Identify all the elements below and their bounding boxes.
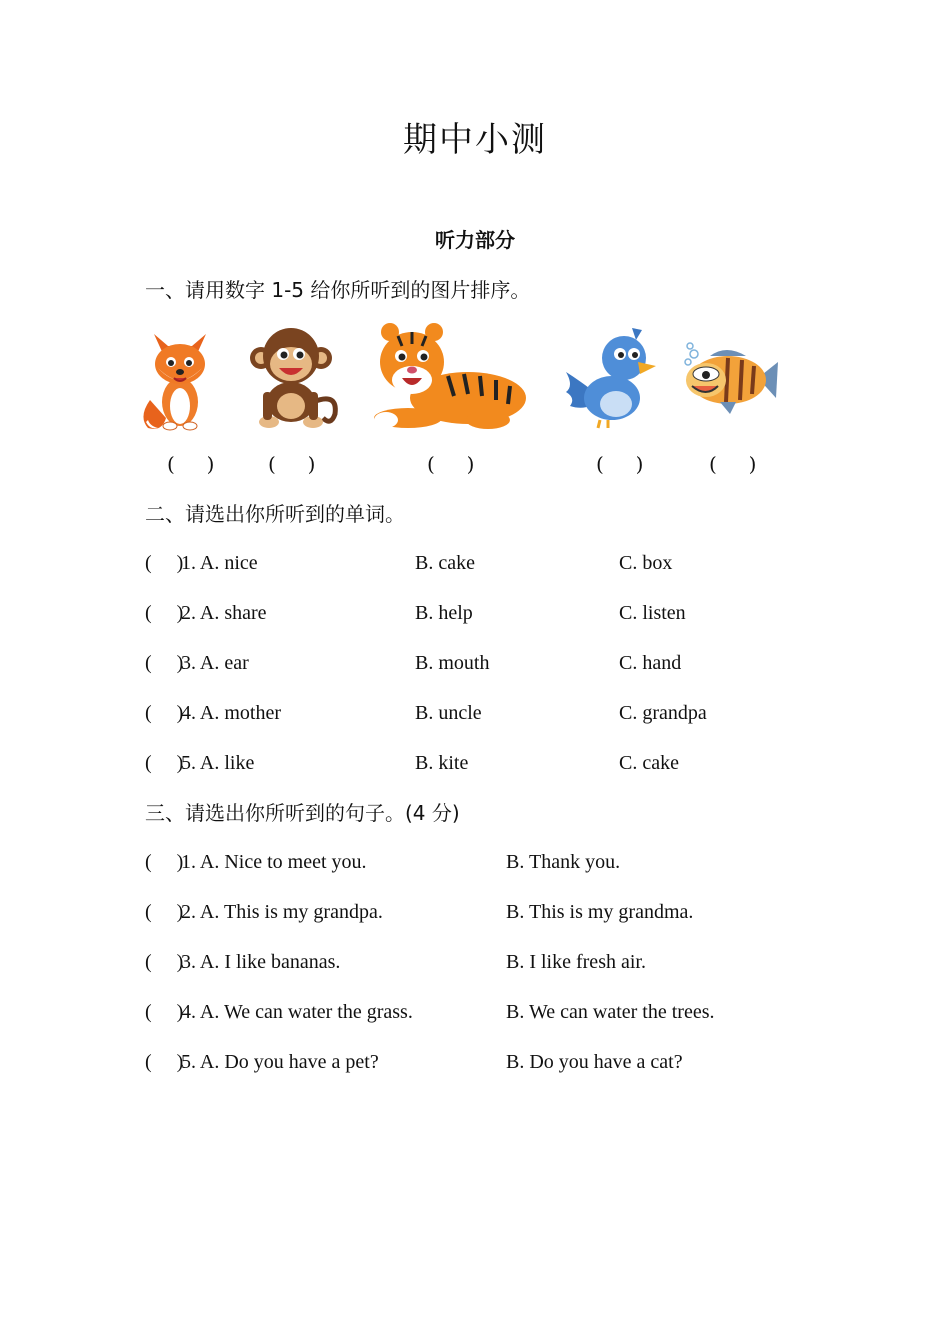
fox-icon [140,322,215,432]
option-c: C. hand [619,652,682,674]
answer-blank[interactable]: ( ) [167,452,215,476]
answer-blank[interactable]: ( ) [427,452,475,476]
option-a: 3. A. I like bananas. [181,951,341,973]
answer-blank[interactable]: ( ) [145,652,184,674]
option-a: 2. A. This is my grandpa. [181,901,383,923]
option-b: B. Thank you. [506,851,621,873]
answer-blank[interactable]: ( ) [145,1001,184,1023]
option-b: B. kite [415,752,469,774]
section2-heading: 二、请选出你所听到的单词。 [145,502,405,526]
option-b: B. We can water the trees. [506,1001,715,1023]
page-title: 期中小测 [403,120,547,160]
option-a: 5. A. Do you have a pet? [181,1051,379,1073]
answer-blank[interactable]: ( ) [145,1051,184,1073]
answer-blank[interactable]: ( ) [596,452,644,476]
option-b: B. mouth [415,652,490,674]
bird-icon [562,322,658,432]
option-b: B. uncle [415,702,482,724]
section1-heading: 一、请用数字 1-5 给你所听到的图片排序。 [145,278,531,302]
option-b: B. This is my grandma. [506,901,694,923]
question-row [145,752,845,782]
option-c: C. grandpa [619,702,707,724]
option-c: C. cake [619,752,679,774]
answer-blank[interactable]: ( ) [145,951,184,973]
answer-blank[interactable]: ( ) [709,452,757,476]
option-b: B. I like fresh air. [506,951,646,973]
answer-blank[interactable]: ( ) [145,552,184,574]
fish-icon [680,322,780,432]
option-a: 2. A. share [181,602,267,624]
option-c: C. listen [619,602,686,624]
option-a: 1. A. Nice to meet you. [181,851,367,873]
option-a: 3. A. ear [181,652,249,674]
question-row [145,652,845,682]
tiger-icon [368,322,531,432]
option-b: B. help [415,602,473,624]
answer-blank[interactable]: ( ) [145,851,184,873]
question-row [145,602,845,632]
option-b: B. Do you have a cat? [506,1051,683,1073]
option-b: B. cake [415,552,475,574]
answer-blank[interactable]: ( ) [268,452,316,476]
answer-blank[interactable]: ( ) [145,702,184,724]
monkey-icon [243,322,341,432]
answer-blank[interactable]: ( ) [145,752,184,774]
question-row [145,901,845,931]
option-a: 5. A. like [181,752,255,774]
question-row [145,1051,845,1081]
question-row [145,951,845,981]
section3-heading: 三、请选出你所听到的句子。(4 分) [145,801,460,825]
question-row [145,851,845,881]
option-a: 1. A. nice [181,552,258,574]
question-row [145,552,845,582]
section-subtitle: 听力部分 [435,228,515,252]
answer-blank[interactable]: ( ) [145,602,184,624]
question-row [145,702,845,732]
answer-blank[interactable]: ( ) [145,901,184,923]
question-row [145,1001,845,1031]
option-a: 4. A. mother [181,702,281,724]
option-c: C. box [619,552,673,574]
option-a: 4. A. We can water the grass. [181,1001,413,1023]
